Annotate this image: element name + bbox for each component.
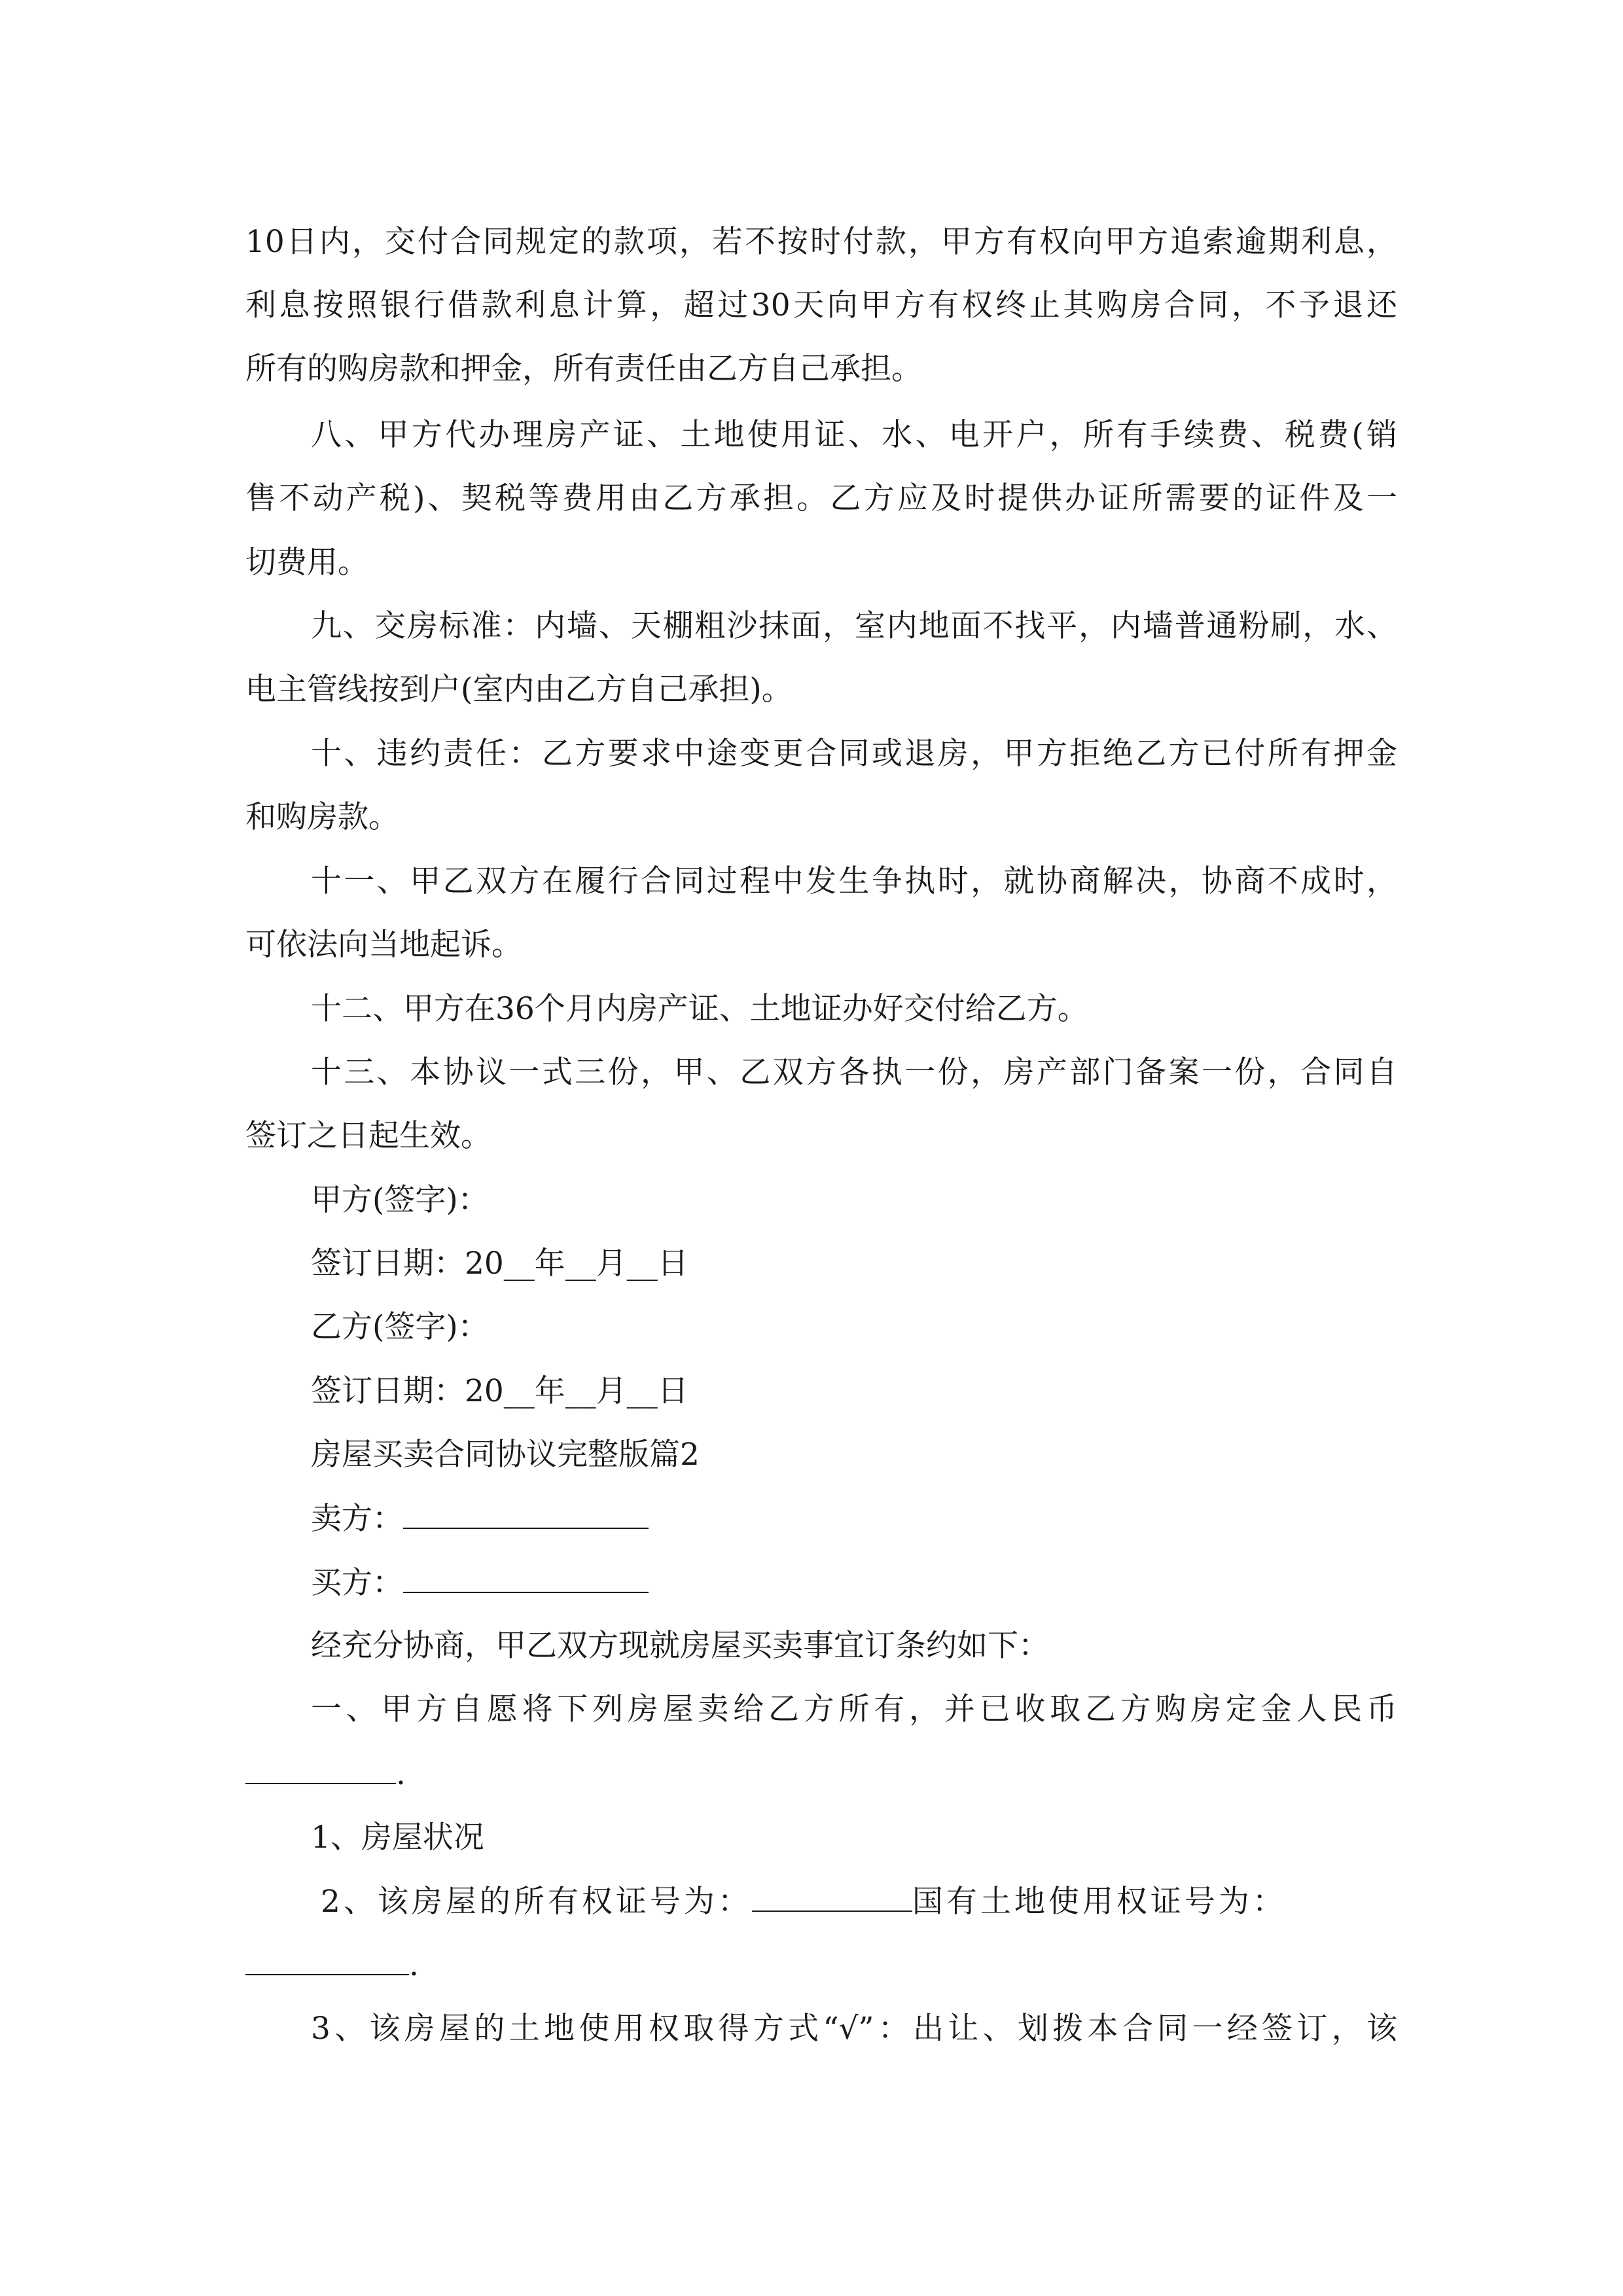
certificate-line — [321, 1882, 1287, 1921]
land-cert-blank — [245, 1945, 409, 1975]
text-line: 和购房款。 — [245, 799, 399, 835]
clause-11: 十一、甲乙双方在履行合同过程中发生争执时，就协商解决，协商不成时， — [311, 863, 1397, 899]
text-line: 10日内，交付合同规定的款项，若不按时付款，甲方有权向甲方追索逾期利息， — [245, 224, 1397, 260]
deposit-period: . — [396, 1756, 406, 1792]
clause-9: 九、交房标准：内墙、天棚粗沙抹面，室内地面不找平，内墙普通粉刷，水、 — [311, 608, 1397, 644]
buyer-label: 买方： — [311, 1565, 403, 1601]
party-b-sign-date: 签订日期：20__年__月__日 — [311, 1373, 688, 1409]
text-line: 经充分协商，甲乙双方现就房屋买卖事宜订条约如下： — [311, 1628, 1049, 1664]
land-cert-period: . — [409, 1947, 419, 1983]
party-a-sign-date: 签订日期：20__年__月__日 — [311, 1246, 688, 1282]
section-heading: 房屋买卖合同协议完整版篇2 — [311, 1437, 700, 1473]
clause-8: 八、甲方代办理房产证、土地使用证、水、电开户，所有手续费、税费(销 — [311, 417, 1397, 453]
party-a-signature: 甲方(签字)： — [311, 1182, 489, 1218]
ownership-cert-label: 2、该房屋的所有权证号为： — [321, 1884, 752, 1920]
ownership-cert-blank — [752, 1882, 912, 1912]
text-line: 电主管线按到户(室内由乙方自己承担)。 — [245, 672, 793, 708]
clause-10: 十、违约责任：乙方要求中途变更合同或退房，甲方拒绝乙方已付所有押金 — [311, 736, 1397, 772]
text-line: 切费用。 — [245, 545, 368, 581]
text-line: 可依法向当地起诉。 — [245, 927, 522, 963]
land-cert-label: 国有土地使用权证号为： — [912, 1884, 1287, 1920]
deposit-amount-field — [245, 1754, 406, 1793]
house-status: 1、房屋状况 — [311, 1820, 484, 1856]
text-line: 利息按照银行借款利息计算，超过30天向甲方有权终止其购房合同，不予退还 — [245, 287, 1397, 323]
clause-13: 十三、本协议一式三份，甲、乙双方各执一份，房产部门备案一份，合同自 — [311, 1054, 1397, 1090]
text-line: 售不动产税)、契税等费用由乙方承担。乙方应及时提供办证所需要的证件及一 — [245, 480, 1397, 516]
deposit-blank — [245, 1754, 396, 1784]
text-line: 所有的购房款和押金，所有责任由乙方自己承担。 — [245, 351, 922, 387]
article-1: 一、甲方自愿将下列房屋卖给乙方所有，并已收取乙方购房定金人民币 — [311, 1691, 1397, 1727]
seller-field — [311, 1499, 649, 1538]
party-b-signature: 乙方(签字)： — [311, 1309, 489, 1345]
buyer-field — [311, 1563, 649, 1602]
buyer-blank — [403, 1563, 649, 1593]
land-use-acquisition: 3、该房屋的土地使用权取得方式“√”：出让、划拨本合同一经签订，该 — [311, 2011, 1397, 2047]
seller-label: 卖方： — [311, 1501, 403, 1537]
clause-12: 十二、甲方在36个月内房产证、土地证办好交付给乙方。 — [311, 991, 1088, 1027]
seller-blank — [403, 1499, 649, 1529]
land-cert-field — [245, 1945, 419, 1984]
text-line: 签订之日起生效。 — [245, 1118, 491, 1154]
